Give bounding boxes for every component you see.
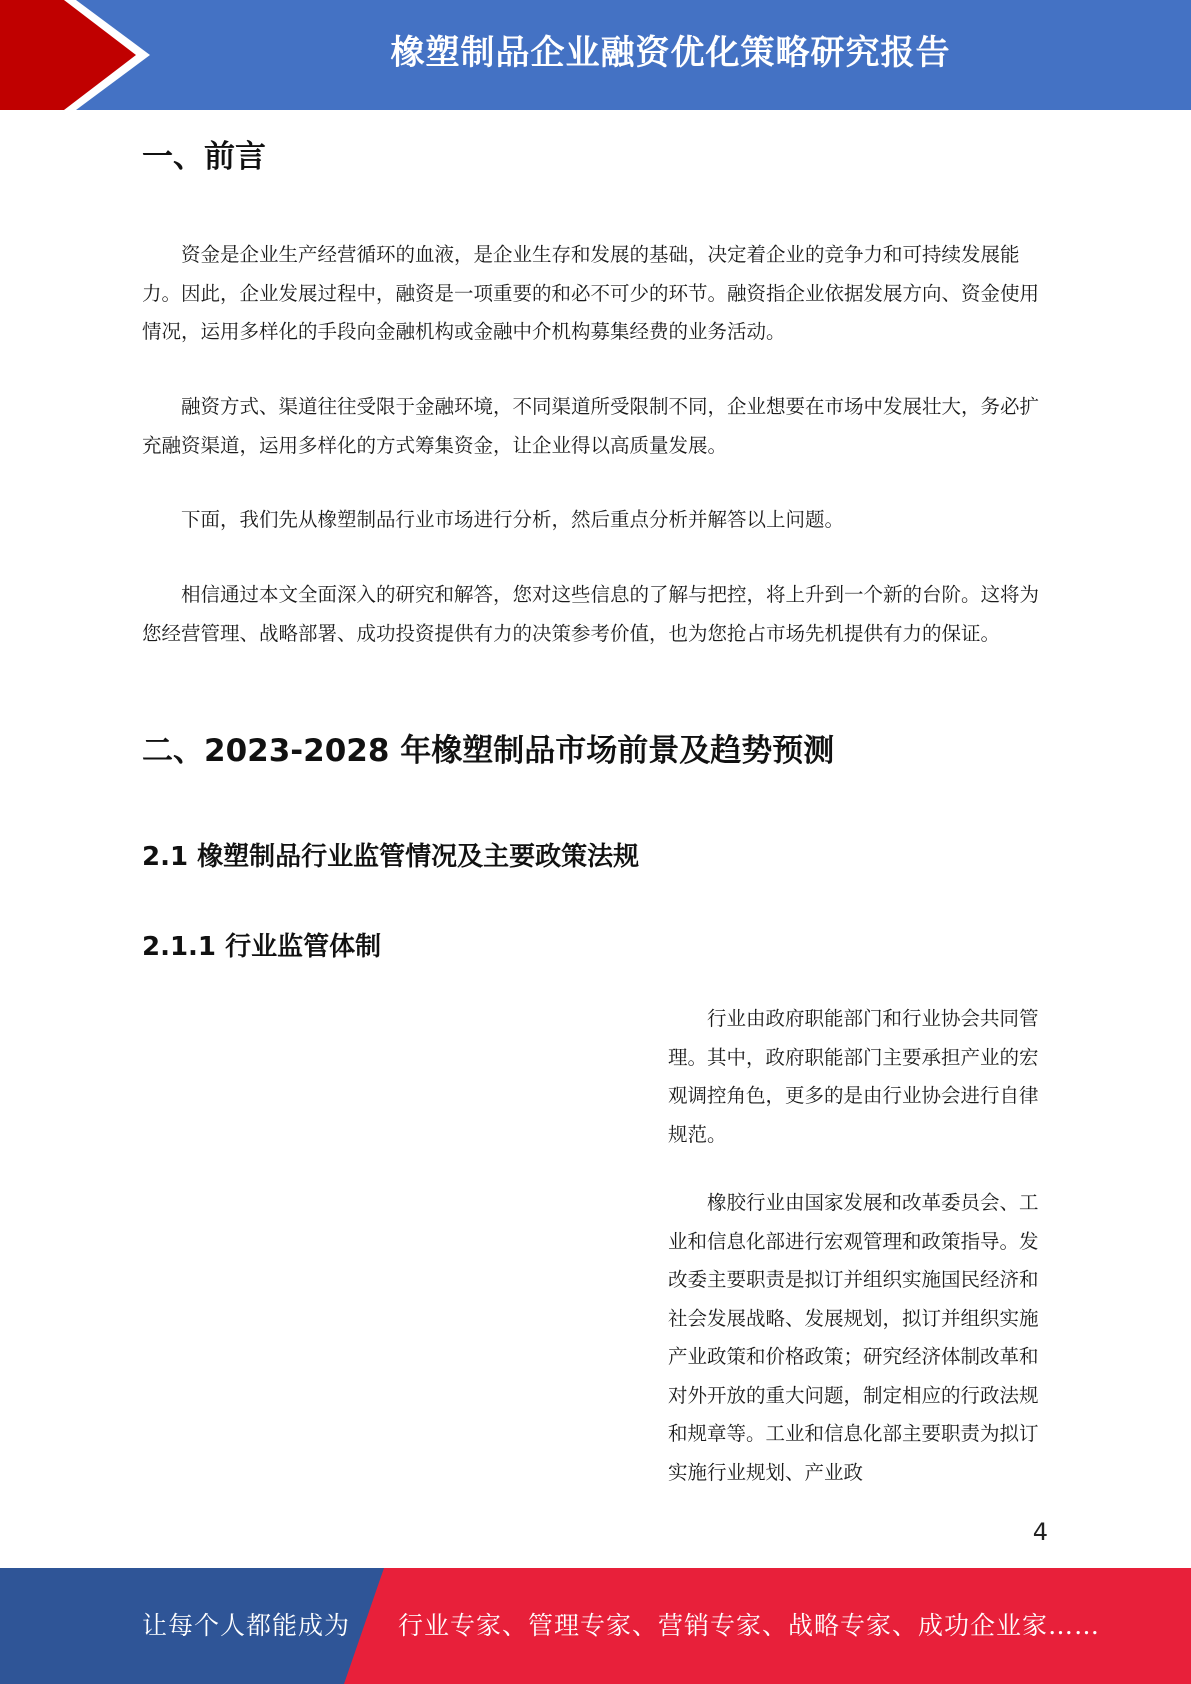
paragraph: 相信通过本文全面深入的研究和解答，您对这些信息的了解与把控，将上升到一个新的台阶。这将为您经营管理、战略部署、成功投资提供有力的决策参考价值，也为您抢占市场先机提供有力的保证。 — [142, 583, 1040, 645]
paragraph: 资金是企业生产经营循环的血液，是企业生存和发展的基础，决定着企业的竞争力和可持续发展能力。因此，企业发展过程中，融资是一项重要的和必不可少的环节。融资指企业依据发展方向、资金使用情况，运用多样化的手段向金融机构或金融中介机构募集经费的业务活动。 — [142, 243, 1040, 343]
paragraph: 融资方式、渠道往往受限于金融环境，不同渠道所受限制不同，企业想要在市场中发展壮大，务必扩充融资渠道，运用多样化的方式筹集资金，让企业得以高质量发展。 — [142, 395, 1040, 457]
footer-slogan-right: 行业专家、管理专家、营销专家、战略专家、成功企业家…… — [398, 1611, 1101, 1640]
report-title: 橡塑制品企业融资优化策略研究报告 — [390, 33, 951, 73]
section-heading-forecast: 二、2023-2028 年橡塑制品市场前景及趋势预测 — [142, 733, 835, 769]
header-banner — [0, 0, 1191, 110]
page-number: 4 — [1032, 1518, 1048, 1546]
footer-slogan-left: 让每个人都能成为 — [142, 1611, 351, 1640]
paragraph: 行业由政府职能部门和行业协会共同管理。其中，政府职能部门主要承担产业的宏观调控角色，更多的是由行业协会进行自律规范。 — [668, 1007, 1039, 1146]
paragraph: 橡胶行业由国家发展和改革委员会、工业和信息化部进行宏观管理和政策指导。发改委主要职责是拟订并组织实施国民经济和社会发展战略、发展规划，拟订并组织实施产业政策和价格政策；研究经济体制改革和对外开放的重大问题，制定相应的行政法规和规章等。工业和信息化部主要职责为拟订实施行业规划、产业政 — [668, 1191, 1039, 1484]
subsubsection-heading: 2.1.1 行业监管体制 — [142, 932, 382, 962]
column-text-block — [668, 1184, 1046, 1492]
section-heading-preface: 一、前言 — [142, 139, 266, 175]
column-text-block — [668, 1000, 1046, 1154]
paragraph: 下面，我们先从橡塑制品行业市场进行分析，然后重点分析并解答以上问题。 — [181, 508, 845, 531]
subsection-heading: 2.1 橡塑制品行业监管情况及主要政策法规 — [142, 842, 640, 872]
footer-banner — [0, 1568, 1191, 1684]
